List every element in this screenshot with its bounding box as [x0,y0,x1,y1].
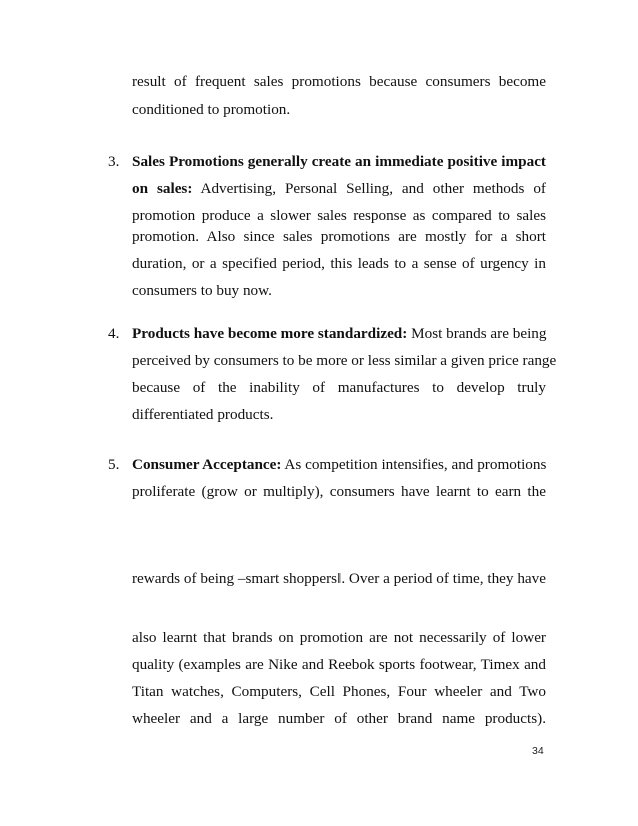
text-line: quality (examples are Nike and Reebok sports footwear, Timex and [132,656,546,673]
point-heading: Consumer Acceptance: As competition intensifies, and promotions [132,456,547,473]
text-line: differentiated products. [132,406,274,423]
text-line: rewards of being –smart shoppers‖. Over a period of time, they have [132,570,546,587]
text-line: Titan watches, Computers, Cell Phones, Four wheeler and Two [132,683,546,700]
list-number: 3. [108,153,120,170]
text-line: on sales: Advertising, Personal Selling, and other methods of [132,180,546,197]
list-number: 4. [108,325,120,342]
text-line: duration, or a specified period, this leads to a sense of urgency in [132,255,546,272]
page-number: 34 [532,745,544,757]
text-line: proliferate (grow or multiply), consumers have learnt to earn the [132,483,546,500]
text-line: also learnt that brands on promotion are not necessarily of lower [132,629,546,646]
list-number: 5. [108,456,120,473]
text-line: conditioned to promotion. [132,101,291,118]
text-line: result of frequent sales promotions because consumers become [132,73,546,90]
text-line: promotion produce a slower sales response as compared to sales [132,207,546,224]
text-line: consumers to buy now. [132,282,272,299]
point-heading: Products have become more standardized: Most brands are being [132,325,547,342]
text-line: because of the inability of manufactures to develop truly [132,379,546,396]
point-heading: Sales Promotions generally create an immediate positive impact [132,153,546,170]
text-line: perceived by consumers to be more or less similar a given price range [132,352,557,369]
text-line: promotion. Also since sales promotions are mostly for a short [132,228,546,245]
text-line: wheeler and a large number of other brand name products). [132,710,546,727]
